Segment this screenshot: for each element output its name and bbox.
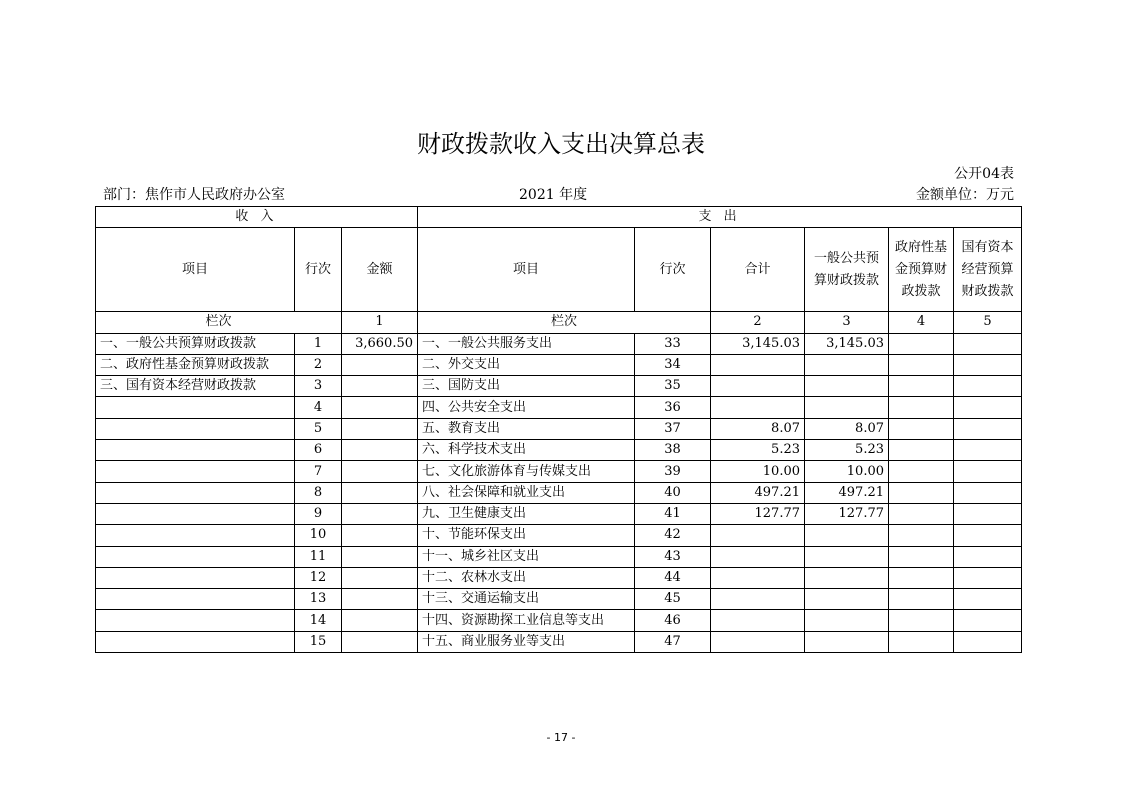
income-item-cell (96, 482, 295, 503)
income-row-no-cell: 13 (295, 589, 342, 610)
state-capital-cell (954, 461, 1022, 482)
income-item-cell (96, 397, 295, 418)
income-row-no-header: 行次 (295, 228, 342, 312)
gov-fund-cell (889, 546, 954, 567)
general-budget-cell (805, 567, 889, 588)
total-cell (711, 567, 805, 588)
total-cell (711, 546, 805, 567)
table-row (96, 397, 1022, 418)
income-row-no-cell: 2 (295, 354, 342, 375)
income-item-cell (96, 461, 295, 482)
state-capital-cell (954, 376, 1022, 397)
income-row-no-cell: 6 (295, 440, 342, 461)
income-row-no-cell: 1 (295, 333, 342, 354)
total-cell: 497.21 (711, 482, 805, 503)
expense-item-cell: 十三、交通运输支出 (418, 589, 635, 610)
state-capital-cell (954, 631, 1022, 652)
income-item-cell (96, 525, 295, 546)
income-row-no-cell: 10 (295, 525, 342, 546)
column-number-2: 2 (711, 312, 805, 333)
table-row (96, 333, 1022, 354)
income-item-cell (96, 546, 295, 567)
general-budget-cell: 10.00 (805, 461, 889, 482)
expense-row-no-cell: 41 (635, 503, 711, 524)
department-label: 部门：焦作市人民政府办公室 (103, 187, 285, 203)
state-capital-cell (954, 333, 1022, 354)
table-row (96, 631, 1022, 652)
total-cell (711, 589, 805, 610)
expense-row-no-cell: 46 (635, 610, 711, 631)
gov-fund-cell (889, 525, 954, 546)
gov-fund-cell (889, 418, 954, 439)
total-header: 合计 (711, 228, 805, 312)
expense-row-no-cell: 36 (635, 397, 711, 418)
gov-fund-cell (889, 610, 954, 631)
expense-row-no-cell: 40 (635, 482, 711, 503)
total-cell (711, 525, 805, 546)
gov-fund-cell (889, 333, 954, 354)
general-budget-cell (805, 631, 889, 652)
state-capital-cell (954, 503, 1022, 524)
expense-item-cell: 八、社会保障和就业支出 (418, 482, 635, 503)
general-budget-cell (805, 546, 889, 567)
table-row (96, 610, 1022, 631)
income-item-header: 项目 (96, 228, 295, 312)
income-row-no-cell: 14 (295, 610, 342, 631)
gov-fund-cell (889, 482, 954, 503)
income-amount-cell (342, 461, 418, 482)
income-header: 收 入 (96, 207, 418, 228)
total-cell: 10.00 (711, 461, 805, 482)
table-row (96, 482, 1022, 503)
expense-row-no-cell: 35 (635, 376, 711, 397)
expense-item-cell: 七、文化旅游体育与传媒支出 (418, 461, 635, 482)
income-amount-cell (342, 397, 418, 418)
state-capital-cell (954, 397, 1022, 418)
page-number: - 17 - (546, 731, 576, 744)
expense-item-cell: 十五、商业服务业等支出 (418, 631, 635, 652)
expense-item-cell: 十二、农林水支出 (418, 567, 635, 588)
expense-item-cell: 一、一般公共服务支出 (418, 333, 635, 354)
state-capital-cell (954, 546, 1022, 567)
general-budget-cell (805, 376, 889, 397)
general-budget-cell: 127.77 (805, 503, 889, 524)
income-amount-cell (342, 418, 418, 439)
gov-fund-cell (889, 376, 954, 397)
state-capital-cell (954, 525, 1022, 546)
expense-column-label: 栏次 (418, 312, 711, 333)
income-row-no-cell: 3 (295, 376, 342, 397)
total-cell: 127.77 (711, 503, 805, 524)
gov-fund-cell (889, 589, 954, 610)
income-amount-cell (342, 631, 418, 652)
expense-item-cell: 十一、城乡社区支出 (418, 546, 635, 567)
gov-fund-cell (889, 461, 954, 482)
income-amount-cell: 3,660.50 (342, 333, 418, 354)
expense-row-no-cell: 38 (635, 440, 711, 461)
income-item-cell: 一、一般公共预算财政拨款 (96, 333, 295, 354)
state-capital-cell (954, 589, 1022, 610)
table-row (96, 567, 1022, 588)
total-cell: 8.07 (711, 418, 805, 439)
income-row-no-cell: 9 (295, 503, 342, 524)
table-row (96, 440, 1022, 461)
state-capital-cell (954, 354, 1022, 375)
expense-row-no-cell: 47 (635, 631, 711, 652)
total-cell: 5.23 (711, 440, 805, 461)
income-item-cell: 二、政府性基金预算财政拨款 (96, 354, 295, 375)
income-item-cell (96, 631, 295, 652)
table-row (96, 418, 1022, 439)
general-budget-cell: 497.21 (805, 482, 889, 503)
gov-fund-cell (889, 567, 954, 588)
income-amount-header: 金额 (342, 228, 418, 312)
income-amount-cell (342, 567, 418, 588)
general-budget-header: 一般公共预算财政拨款 (805, 228, 889, 312)
column-number-1: 1 (342, 312, 418, 333)
gov-fund-cell (889, 503, 954, 524)
income-amount-cell (342, 376, 418, 397)
expense-row-no-cell: 44 (635, 567, 711, 588)
expense-item-cell: 五、教育支出 (418, 418, 635, 439)
gov-fund-header: 政府性基金预算财政拨款 (889, 228, 954, 312)
state-capital-cell (954, 440, 1022, 461)
expense-item-header: 项目 (418, 228, 635, 312)
table-row (96, 503, 1022, 524)
income-amount-cell (342, 610, 418, 631)
income-row-no-cell: 8 (295, 482, 342, 503)
expense-item-cell: 十、节能环保支出 (418, 525, 635, 546)
income-amount-cell (342, 482, 418, 503)
income-row-no-cell: 4 (295, 397, 342, 418)
gov-fund-cell (889, 354, 954, 375)
income-item-cell (96, 567, 295, 588)
income-row-no-cell: 11 (295, 546, 342, 567)
income-item-cell (96, 589, 295, 610)
table-row (96, 376, 1022, 397)
expense-row-no-cell: 45 (635, 589, 711, 610)
income-item-cell (96, 503, 295, 524)
income-amount-cell (342, 503, 418, 524)
column-number-5: 5 (954, 312, 1022, 333)
general-budget-cell (805, 610, 889, 631)
table-row (96, 461, 1022, 482)
expense-row-no-header: 行次 (635, 228, 711, 312)
total-cell (711, 376, 805, 397)
total-cell (711, 397, 805, 418)
page-title: 财政拨款收入支出决算总表 (417, 130, 705, 158)
expense-item-cell: 九、卫生健康支出 (418, 503, 635, 524)
income-amount-cell (342, 589, 418, 610)
income-amount-cell (342, 440, 418, 461)
state-capital-header: 国有资本经营预算财政拨款 (954, 228, 1022, 312)
general-budget-cell (805, 397, 889, 418)
general-budget-cell: 5.23 (805, 440, 889, 461)
state-capital-cell (954, 567, 1022, 588)
column-number-4: 4 (889, 312, 954, 333)
income-column-label: 栏次 (96, 312, 342, 333)
income-item-cell (96, 440, 295, 461)
income-row-no-cell: 12 (295, 567, 342, 588)
expense-row-no-cell: 42 (635, 525, 711, 546)
expense-header: 支 出 (418, 207, 1022, 228)
income-row-no-cell: 15 (295, 631, 342, 652)
income-amount-cell (342, 525, 418, 546)
income-row-no-cell: 7 (295, 461, 342, 482)
expense-item-cell: 四、公共安全支出 (418, 397, 635, 418)
expense-row-no-cell: 34 (635, 354, 711, 375)
state-capital-cell (954, 610, 1022, 631)
table-row (96, 546, 1022, 567)
fiscal-year: 2021 年度 (519, 187, 588, 203)
income-item-cell (96, 610, 295, 631)
income-row-no-cell: 5 (295, 418, 342, 439)
total-cell (711, 631, 805, 652)
final-accounts-table (95, 206, 1022, 653)
general-budget-cell (805, 354, 889, 375)
meta-line (103, 184, 1014, 204)
state-capital-cell (954, 418, 1022, 439)
general-budget-cell: 3,145.03 (805, 333, 889, 354)
expense-row-no-cell: 37 (635, 418, 711, 439)
expense-item-cell: 三、国防支出 (418, 376, 635, 397)
table-row (96, 589, 1022, 610)
general-budget-cell (805, 589, 889, 610)
general-budget-cell: 8.07 (805, 418, 889, 439)
income-amount-cell (342, 546, 418, 567)
gov-fund-cell (889, 397, 954, 418)
expense-item-cell: 十四、资源勘探工业信息等支出 (418, 610, 635, 631)
table-row (96, 354, 1022, 375)
general-budget-cell (805, 525, 889, 546)
income-item-cell (96, 418, 295, 439)
expense-item-cell: 二、外交支出 (418, 354, 635, 375)
form-code: 公开04表 (954, 166, 1014, 182)
total-cell: 3,145.03 (711, 333, 805, 354)
income-item-cell: 三、国有资本经营财政拨款 (96, 376, 295, 397)
expense-row-no-cell: 33 (635, 333, 711, 354)
state-capital-cell (954, 482, 1022, 503)
total-cell (711, 354, 805, 375)
amount-unit: 金额单位：万元 (916, 187, 1014, 203)
total-cell (711, 610, 805, 631)
gov-fund-cell (889, 631, 954, 652)
expense-row-no-cell: 43 (635, 546, 711, 567)
gov-fund-cell (889, 440, 954, 461)
expense-item-cell: 六、科学技术支出 (418, 440, 635, 461)
column-number-3: 3 (805, 312, 889, 333)
income-amount-cell (342, 354, 418, 375)
table-row (96, 525, 1022, 546)
expense-row-no-cell: 39 (635, 461, 711, 482)
